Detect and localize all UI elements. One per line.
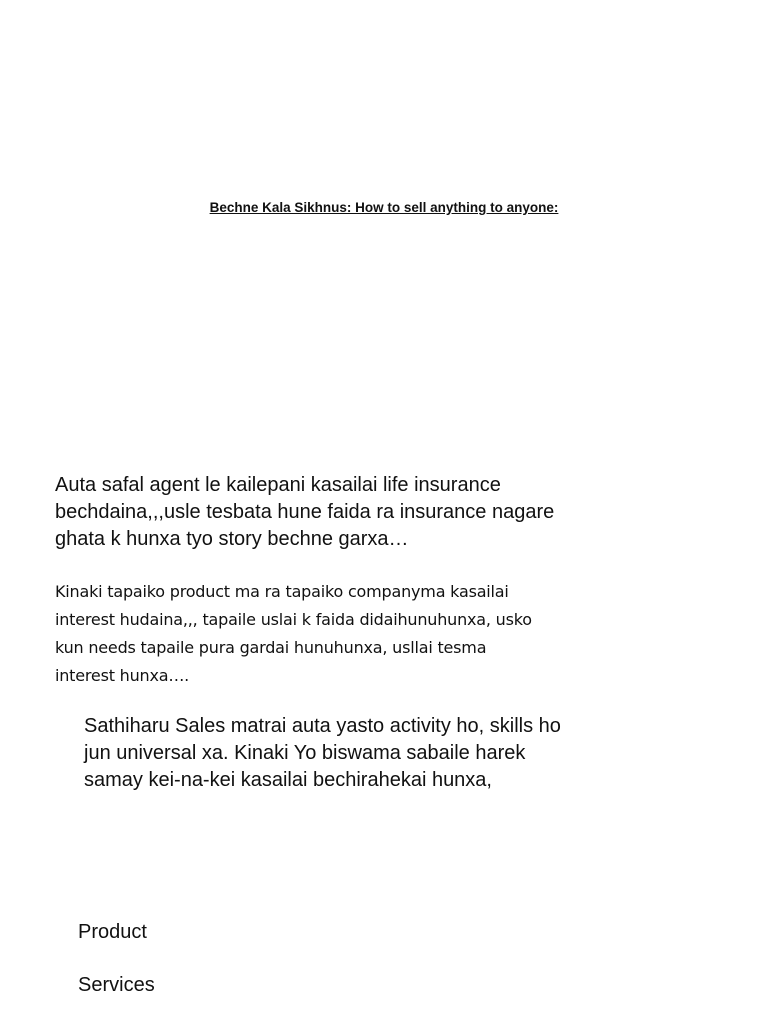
paragraph-customer-interest: Kinaki tapaiko product ma ra tapaiko companyma kasailai interest hudaina,,, tapaile uslai k faida didaihunuhunxa, usko kun needs tapaile pura gardai hunuhunxa, usllai tesma interest hunxa…. xyxy=(55,582,532,685)
list-item-product: Product xyxy=(78,921,147,943)
paragraph-sales-skill: Sathiharu Sales matrai auta yasto activity ho, skills ho jun universal xa. Kinaki Yo biswama sabaile harek samay kei-na-kei kasailai bechirahekai hunxa, xyxy=(84,715,561,791)
paragraph-insurance-agent: Auta safal agent le kailepani kasailai life insurance bechdaina,,,usle tesbata hune faida ra insurance nagare ghata k hunxa tyo story bechne garxa… xyxy=(55,474,555,550)
list-item-services: Services xyxy=(78,974,155,996)
document-title: Bechne Kala Sikhnus: How to sell anything to anyone: xyxy=(209,200,559,215)
